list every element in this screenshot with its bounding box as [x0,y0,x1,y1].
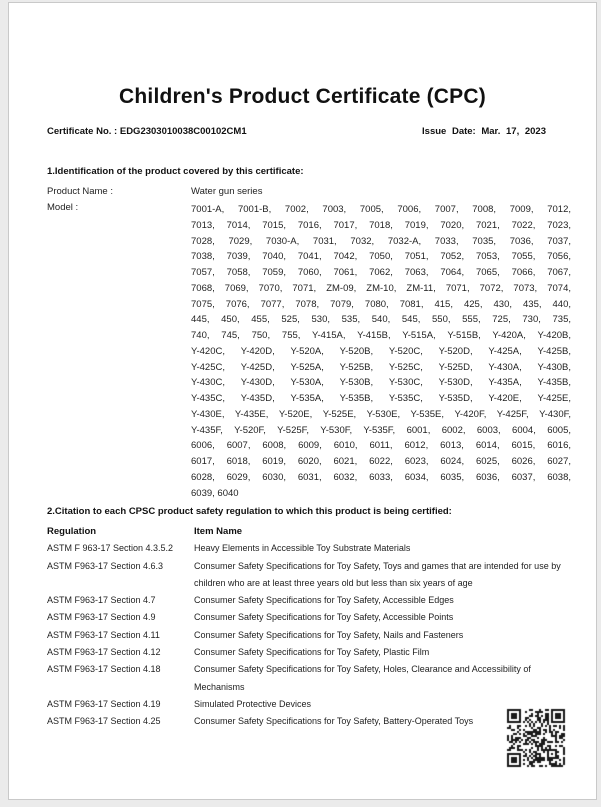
regulation-cell: ASTM F963-17 Section 4.12 [47,647,161,658]
product-name-value: Water gun series [191,186,263,197]
model-line: 7001-A, 7001-B, 7002, 7003, 7005, 7006, 7007, 7008, 7009, 7012, [191,204,571,215]
regulation-cell: ASTM F963-17 Section 4.9 [47,612,156,623]
table-row [47,592,567,609]
regulation-cell: ASTM F 963-17 Section 4.3.5.2 [47,543,174,554]
table-header-row [47,523,567,540]
model-line: 6028, 6029, 6030, 6031, 6032, 6033, 6034, 6035, 6036, 6037, 6038, [191,471,571,483]
table-row [47,558,567,593]
item-name-cell: Heavy Elements in Accessible Toy Substrate Materials [194,543,411,554]
item-name-cell: Consumer Safety Specifications for Toy Safety, Accessible Points [194,612,454,623]
regulation-table [47,523,567,731]
model-line: 7057, 7058, 7059, 7060, 7061, 7062, 7063, 7064, 7065, 7066, 7067, [191,267,571,278]
section1-heading: 1.Identification of the product covered by this certificate: [47,166,304,177]
model-line: 740, 745, 750, 755, Y-415A, Y-415B, Y-515A, Y-515B, Y-420A, Y-420B, [191,330,571,341]
model-line: Y-435C, Y-435D, Y-535A, Y-535B, Y-535C, Y-535D, Y-420E, Y-425E, [191,393,571,404]
model-line: 6006, 6007, 6008, 6009, 6010, 6011, 6012, 6013, 6014, 6015, 6016, [191,440,571,452]
model-line: 7028, 7029, 7030-A, 7031, 7032, 7032-A, 7033, 7035, 7036, 7037, [191,235,571,247]
model-line: 445, 450, 455, 525, 530, 535, 540, 545, 550, 555, 725, 730, 735, [191,314,571,326]
regulation-cell: ASTM F963-17 Section 4.6.3 [47,560,164,571]
item-name-cell: Consumer Safety Specifications for Toy Safety, Plastic Film [194,647,430,658]
table-row [47,609,567,626]
model-line: 7075, 7076, 7077, 7078, 7079, 7080, 7081, 415, 425, 430, 435, 440, [191,298,571,310]
table-row [47,627,567,644]
model-line: Y-430E, Y-435E, Y-520E, Y-525E, Y-530E, Y-535E, Y-420F, Y-425F, Y-430F, [191,408,571,420]
item-name-cell: Consumer Safety Specifications for Toy Safety, Nails and Fasteners [194,629,464,640]
table-row [47,540,567,557]
product-name-row [47,186,569,197]
model-line: 6017, 6018, 6019, 6020, 6021, 6022, 6023, 6024, 6025, 6026, 6027, [191,456,571,467]
qr-code [506,708,566,768]
item-name-cell: Consumer Safety Specifications for Toy Safety, Accessible Edges [194,595,454,606]
issue-date-value: Mar. 17, 2023 [481,126,546,137]
regulation-cell: ASTM F963-17 Section 4.18 [47,664,161,675]
item-name-cell: Consumer Safety Specifications for Toy Safety, Toys and games that are intended for use by children who are at least three years old but less than six years of age [194,560,561,588]
certificate-number [47,126,247,137]
model-label: Model : [47,202,79,213]
regulation-cell: ASTM F963-17 Section 4.11 [47,629,160,640]
model-line: Y-430C, Y-430D, Y-530A, Y-530B, Y-530C, Y-530D, Y-435A, Y-435B, [191,377,571,389]
certificate-number-label: Certificate No. : [47,126,118,137]
issue-date-label: Issue Date: [422,126,476,137]
table-row [47,644,567,661]
item-name-cell: Simulated Protective Devices [194,698,312,709]
certificate-page [8,2,597,800]
certificate-number-value: EDG2303010038C00102CM1 [119,126,247,137]
regulation-column-header: Regulation [47,526,97,537]
model-line: Y-420C, Y-420D, Y-520A, Y-520B, Y-520C, Y-520D, Y-425A, Y-425B, [191,345,571,357]
regulation-cell: ASTM F963-17 Section 4.19 [47,698,161,709]
regulation-cell: ASTM F963-17 Section 4.25 [47,716,161,727]
section2-heading: 2.Citation to each CPSC product safety regulation to which this product is being certified: [47,506,452,517]
regulation-cell: ASTM F963-17 Section 4.7 [47,595,156,606]
regulation-table-body [47,540,567,730]
table-row [47,696,567,713]
table-row [47,713,567,730]
model-line: 7038, 7039, 7040, 7041, 7042, 7050, 7051, 7052, 7053, 7055, 7056, [191,251,571,263]
model-list [191,202,571,501]
page-title: Children's Product Certificate (CPC) [119,85,486,108]
certificate-meta-row [47,126,546,137]
item-name-column-header: Item Name [194,526,243,537]
item-name-cell: Consumer Safety Specifications for Toy Safety, Battery-Operated Toys [194,716,474,727]
model-line: 7068, 7069, 7070, 7071, ZM-09, ZM-10, ZM-11, 7071, 7072, 7073, 7074, [191,282,571,294]
issue-date [422,126,546,137]
model-line: Y-425C, Y-425D, Y-525A, Y-525B, Y-525C, Y-525D, Y-430A, Y-430B, [191,361,571,373]
model-line: Y-435F, Y-520F, Y-525F, Y-530F, Y-535F, 6001, 6002, 6003, 6004, 6005, [191,424,571,436]
product-name-label: Product Name : [47,186,113,197]
model-line: 6039, 6040 [191,487,239,499]
item-name-cell: Consumer Safety Specifications for Toy Safety, Holes, Clearance and Accessibility of Mechanisms [194,664,531,692]
model-line: 7013, 7014, 7015, 7016, 7017, 7018, 7019, 7020, 7021, 7022, 7023, [191,219,571,231]
table-row [47,661,567,696]
